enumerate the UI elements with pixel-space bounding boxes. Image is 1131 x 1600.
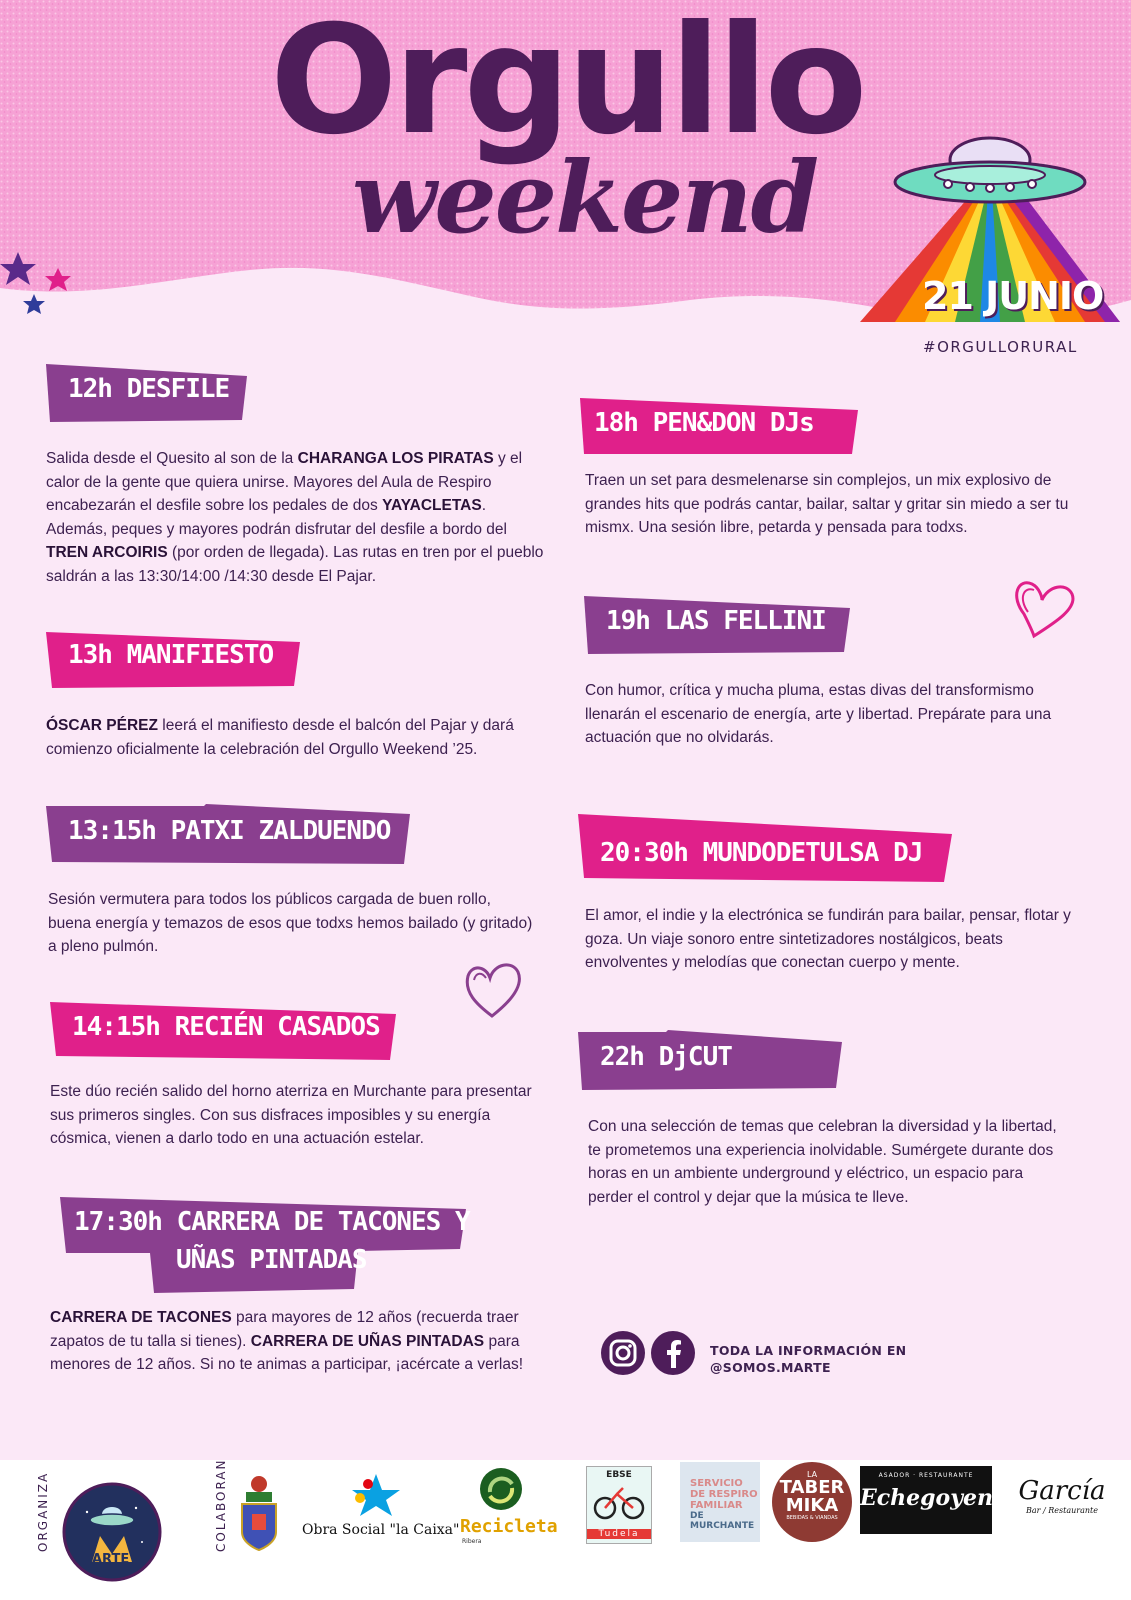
event-tag-label: 22h DjCUT <box>600 1042 732 1072</box>
event-tag-carrera <box>58 1195 468 1295</box>
event-tag-recien-casados <box>48 1000 398 1058</box>
recicleta-icon <box>478 1466 524 1512</box>
event-desc-mundodetulsa: El amor, el indie y la electrónica se fundirán para bailar, pensar, flotar y goza. Un viaje sonoro entre sintetizadores nostálgicos, beats envolventes y melodías que conectan cuerpo y mente. <box>585 907 1071 971</box>
event-tag-label: 14:15h RECIÉN CASADOS <box>72 1012 380 1042</box>
event-desc-pendon: Traen un set para desmelenarse sin complejos, un mix explosivo de grandes hits que podrás cantar, bailar, saltar y gritar sin miedo a ser tu mismx. Una sesión libre, petarda y pensada para todxs. <box>585 472 1069 536</box>
footer-sponsors <box>0 1460 1131 1600</box>
event-tag-fellini <box>582 594 852 652</box>
respiro-logo <box>680 1462 760 1542</box>
garcia-name: García <box>1018 1476 1106 1506</box>
social-handle[interactable]: @SOMOS.MARTE <box>710 1360 831 1375</box>
event-tag-label: 19h LAS FELLINI <box>606 606 826 636</box>
garcia-logo <box>1002 1476 1122 1515</box>
hashtag: #ORGULLORURAL <box>923 338 1078 356</box>
social-info-line1: TODA LA INFORMACIÓN EN <box>710 1343 907 1358</box>
event-desc-carrera: CARRERA DE TACONES para mayores de 12 años (recuerda traer zapatos de tu talla si tienes). CARRERA DE UÑAS PINTADAS para menores de 12 años. Si no te animas a participar, ¡acércate a verlas! <box>50 1309 523 1373</box>
instagram-icon[interactable] <box>600 1330 646 1376</box>
respiro-line: DE MURCHANTE <box>690 1511 755 1531</box>
event-desc-desfile: Salida desde el Quesito al son de la CHARANGA LOS PIRATAS y el calor de la gente que quiera unirse. Mayores del Aula de Respiro encabezarán el desfile sobre los pedales de dos YAYACLETAS. Además, peques y mayores podrán disfrutar del desfile a bordo del TREN ARCOIRIS (por orden de llegada). Las rutas en tren por el pueblo saldrán a las 13:30/14:00 /14:30 desde El Pajar. <box>46 450 544 585</box>
marte-logo <box>62 1482 162 1582</box>
event-tag-label: 12h DESFILE <box>68 374 230 404</box>
event-tag-manifiesto <box>44 628 302 686</box>
recicleta-text: Recicleta <box>460 1516 558 1537</box>
tabermika-main1: TABER <box>779 1477 845 1498</box>
social-info <box>710 1342 906 1376</box>
event-tag-mundodetulsa <box>576 812 954 870</box>
coat-of-arms-logo <box>236 1474 282 1552</box>
tabermika-logo <box>772 1462 852 1542</box>
echegoyen-top: ASADOR · RESTAURANTE <box>878 1472 974 1479</box>
event-tag-label: 13h MANIFIESTO <box>68 640 274 670</box>
event-tag-pendon <box>578 396 860 454</box>
recicleta-sub: Ribera <box>462 1538 482 1545</box>
tabermika-sub: BEBIDAS & VIANDAS <box>786 1515 838 1521</box>
colaboran-label: COLABORAN <box>214 1458 228 1552</box>
event-tag-label: 17:30h CARRERA DE TACONES Y <box>74 1207 470 1237</box>
event-desc-fellini: Con humor, crítica y mucha pluma, estas divas del transformismo llenarán el escenario de energía, arte y libertad. Prepárate para una actuación que no olvidarás. <box>585 682 1052 746</box>
tabermika-top: LA <box>806 1470 818 1479</box>
echegoyen-name: Echegoyen <box>860 1485 993 1511</box>
respiro-line: SERVICIO <box>690 1478 743 1489</box>
event-desc-recien-casados: Este dúo recién salido del horno aterriza en Murchante para presentar sus primeros singles. Con sus disfraces imposibles y su energía cósmica, vienen a darlo todo en una actuación estelar. <box>50 1083 532 1147</box>
ebse-bottom-text: Tudela <box>587 1529 651 1539</box>
event-tag-label-line2: UÑAS PINTADAS <box>176 1245 367 1275</box>
ebse-top-text: EBSE <box>606 1470 632 1480</box>
respiro-line: FAMILIAR <box>690 1500 743 1511</box>
event-desc-manifiesto: ÓSCAR PÉREZ leerá el manifiesto desde el balcón del Pajar y dará comienzo oficialmente la celebración del Orgullo Weekend ’25. <box>46 717 514 758</box>
event-desc-patxi: Sesión vermutera para todos los públicos cargada de buen rollo, buena energía y temazos de esos que todxs hemos bailado (y gritado) a pleno pulmón. <box>48 891 533 955</box>
event-tag-patxi <box>44 804 412 862</box>
event-tag-label: 13:15h PATXI ZALDUENDO <box>68 816 391 846</box>
event-date: 21 JUNIO <box>922 274 1104 318</box>
facebook-icon[interactable] <box>650 1330 696 1376</box>
event-tag-label: 18h PEN&DON DJs <box>594 408 814 438</box>
ebse-logo <box>586 1466 652 1544</box>
event-desc-djcut: Con una selección de temas que celebran la diversidad y la libertad, te prometemos una experiencia inolvidable. Sumérgete durante dos horas en un ambiente underground y eléctrico, un espacio para perder el control y dejar que la música te lleve. <box>588 1118 1057 1206</box>
garcia-sub: Bar / Restaurante <box>1026 1506 1098 1515</box>
event-tag-label: 20:30h MUNDODETULSA DJ <box>600 838 923 868</box>
stars-decoration-icon <box>0 250 80 330</box>
heart-icon <box>462 958 526 1020</box>
tabermika-main2: MIKA <box>785 1495 839 1516</box>
respiro-line: DE RESPIRO <box>690 1489 758 1500</box>
heart-icon <box>1010 574 1080 640</box>
title-weekend: weekend <box>352 141 818 256</box>
la-caixa-text: Obra Social "la Caixa" <box>302 1522 460 1538</box>
organiza-label: ORGANIZA <box>36 1471 50 1552</box>
echegoyen-logo <box>860 1466 992 1534</box>
title-orgullo: Orgullo <box>270 0 864 168</box>
event-tag-djcut <box>576 1030 844 1088</box>
bicycle-icon <box>587 1480 651 1524</box>
la-caixa-star-icon <box>346 1470 406 1520</box>
event-tag-desfile <box>44 362 249 420</box>
arte-text: ARTE <box>92 1552 130 1567</box>
